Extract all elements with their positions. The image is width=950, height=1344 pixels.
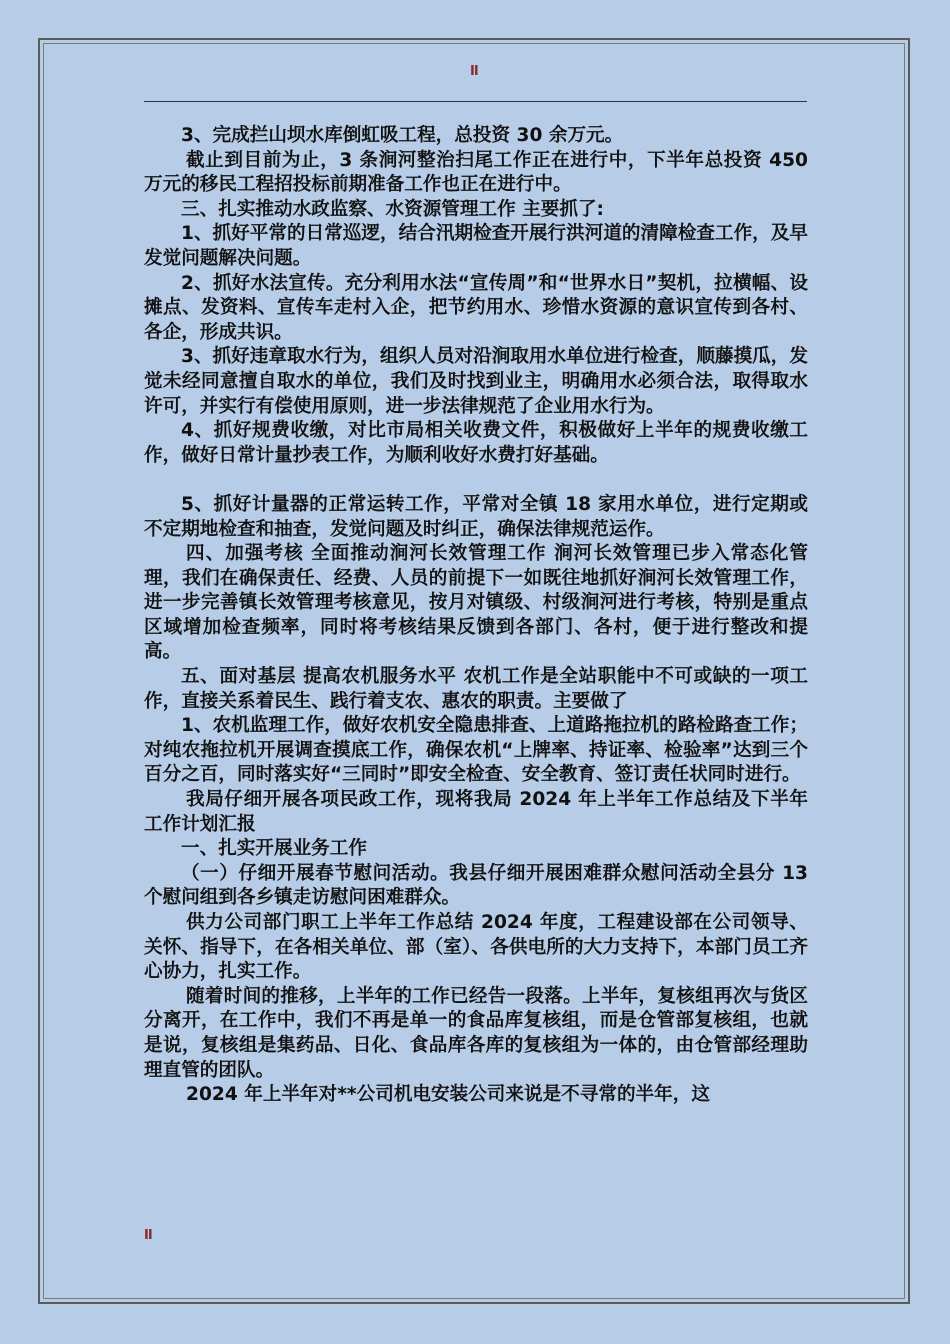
paragraph: 我局仔细开展各项民政工作，现将我局 2024 年上半年工作总结及下半年工作计划汇报 <box>144 789 808 835</box>
paragraph: （一）仔细开展春节慰问活动。我县仔细开展困难群众慰问活动全县分 13 个慰问组到各乡镇走访慰问困难群众。 <box>144 862 808 909</box>
blank-line <box>144 468 808 493</box>
footer-mark: II <box>144 1228 152 1243</box>
paragraph: 供力公司部门职工上半年工作总结 2024 年度，工程建设部在公司领导、关怀、指导下，在各相关单位、部（室）、各供电所的大力支持下，本部门员工齐心协力，扎实工作。 <box>144 912 808 983</box>
section-heading: 五、面对基层 提高农机服务水平 农机工作是全站职能中不可或缺的一项工作，直接关系着民生、践行着支农、惠农的职责。主要做了 <box>144 666 808 712</box>
header-rule <box>144 101 807 102</box>
paragraph: 3、完成拦山坝水库倒虹吸工程，总投资 30 余万元。 <box>181 125 624 146</box>
section-heading: 三、扎实推动水政监察、水资源管理工作 主要抓了: <box>181 198 604 220</box>
paragraph: 截止到目前为止，3 条涧河整治扫尾工作正在进行中，下半年总投资 450 万元的移民工程招投标前期准备工作也正在进行中。 <box>144 149 808 196</box>
paragraph: 4、抓好规费收缴，对比市局相关收费文件，积极做好上半年的规费收缴工作，做好日常计量抄表工作，为顺利收好水费打好基础。 <box>144 420 808 466</box>
paragraph: 2、抓好水法宣传。充分利用水法“宣传周”和“世界水日”契机，拉横幅、设摊点、发资料、宣传车走村入企，把节约用水、珍惜水资源的意识宣传到各村、各企，形成共识。 <box>144 272 808 343</box>
paragraph: 1、抓好平常的日常巡逻，结合汛期检查开展行洪河道的清障检查工作，及早发觉问题解决问题。 <box>144 223 808 269</box>
paragraph: 5、抓好计量器的正常运转工作，平常对全镇 18 家用水单位，进行定期或不定期地检查和抽查，发觉问题及时纠正，确保法律规范运作。 <box>144 493 808 540</box>
paragraph: 随着时间的推移，上半年的工作已经告一段落。上半年，复核组再次与货区分离开，在工作中，我们不再是单一的食品库复核组，而是仓管部复核组，也就是说，复核组是集药品、日化、食品库各库的复核组为一体的，由仓管部经理助理直管的团队。 <box>144 985 808 1081</box>
paragraph: 3、抓好违章取水行为，组织人员对沿涧取用水单位进行检查，顺藤摸瓜，发觉未经同意擅自取水的单位，我们及时找到业主，明确用水必须合法，取得取水许可，并实行有偿使用原则，进一步法律规范了企业用水行为。 <box>144 346 808 417</box>
section-heading: 一、扎实开展业务工作 <box>181 838 367 860</box>
document-body <box>144 124 808 1108</box>
section-heading: 四、加强考核 全面推动涧河长效管理工作 涧河长效管理已步入常态化管理，我们在确保责任、经费、人员的前提下一如既往地抓好涧河长效管理工作，进一步完善镇长效管理考核意见，按月对镇级、村级涧河进行考核，特别是重点区域增加检查频率，同时将考核结果反馈到各部门、各村，便于进行整改和提高。 <box>144 543 808 663</box>
header-mark: II <box>470 64 478 79</box>
paragraph: 2024 年上半年对**公司机电安装公司来说是不寻常的半年，这 <box>186 1084 710 1106</box>
paragraph: 1、农机监理工作，做好农机安全隐患排查、上道路拖拉机的路检路查工作；对纯农拖拉机开展调查摸底工作，确保农机“上牌率、持证率、检验率”达到三个百分之百，同时落实好“三同时”即安全检查、安全教育、签订责任状同时进行。 <box>144 715 808 786</box>
